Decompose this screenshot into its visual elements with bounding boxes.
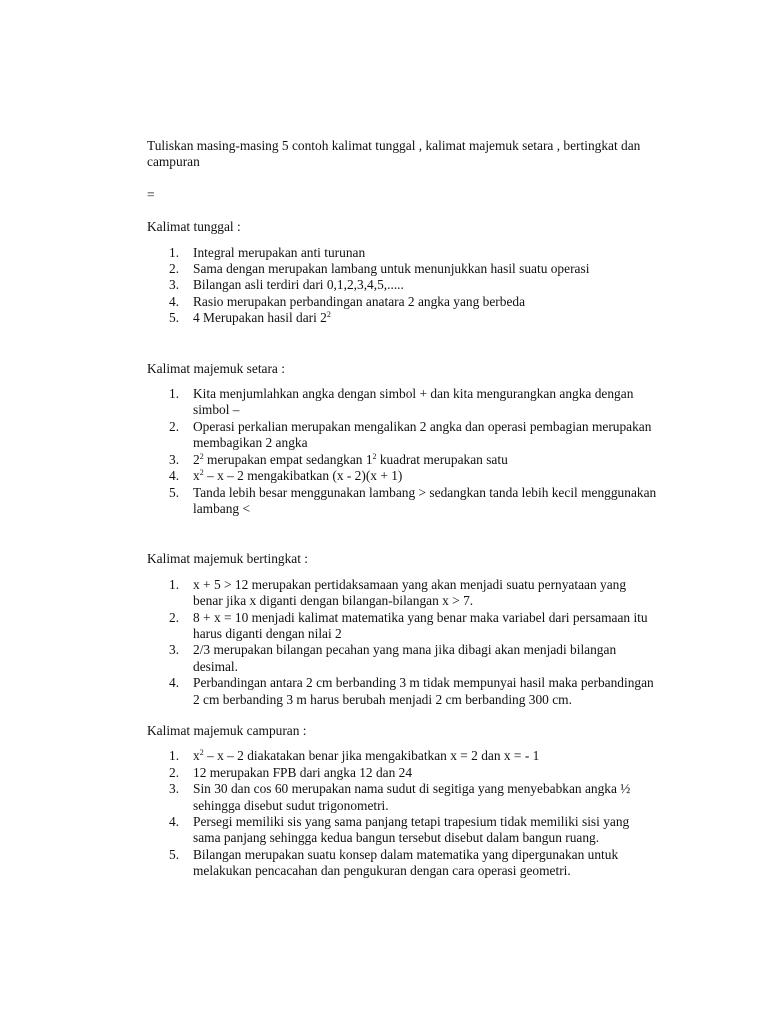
- item-number: 1.: [169, 386, 180, 402]
- list-item: [147, 485, 657, 518]
- item-text: Perbandingan antara 2 cm berbanding 3 m tidak mempunyai hasil maka perbandingan 2 cm berbanding 3 m harus berubah menjadi 2 cm berbanding 300 cm.: [193, 675, 654, 707]
- item-number: 3.: [169, 781, 180, 797]
- item-number: 2.: [169, 764, 180, 780]
- list-item: [147, 277, 657, 293]
- item-text: Tanda lebih besar menggunakan lambang > sedangkan tanda lebih kecil menggunakan lambang <: [193, 484, 657, 516]
- item-text: 2/3 merupakan bilangan pecahan yang mana jika dibagi akan menjadi bilangan desimal.: [193, 642, 617, 674]
- item-text: x: [193, 468, 200, 484]
- list-campuran: [147, 748, 657, 879]
- item-number: 5.: [169, 846, 180, 862]
- list-item: [147, 386, 657, 419]
- item-text: Rasio merupakan perbandingan anatara 2 angka yang berbeda: [193, 293, 526, 309]
- item-number: 2.: [169, 609, 180, 625]
- list-item: [147, 765, 657, 781]
- item-number: 3.: [169, 277, 180, 293]
- list-item: [147, 577, 657, 610]
- list-item: [147, 419, 657, 452]
- item-number: 2.: [169, 418, 180, 434]
- list-item: [147, 847, 657, 880]
- item-text: 12 merupakan FPB dari angka 12 dan 24: [193, 764, 413, 780]
- item-number: 2.: [169, 261, 180, 277]
- item-text: x: [193, 748, 200, 764]
- item-number: 5.: [169, 484, 180, 500]
- item-text-middle: merupakan empat sedangkan 1: [203, 451, 373, 467]
- list-item: [147, 675, 657, 708]
- list-item: [147, 781, 657, 814]
- item-text-tail: kuadrat merupakan satu: [376, 451, 508, 467]
- item-text: x + 5 > 12 merupakan pertidaksamaan yang akan menjadi suatu pernyataan yang benar jika x diganti dengan bilangan-bilangan x > 7.: [193, 576, 627, 609]
- section-heading-campuran: Kalimat majemuk campuran :: [147, 722, 307, 738]
- item-number: 4.: [169, 675, 180, 691]
- superscript: 2: [199, 468, 204, 478]
- item-text: Persegi memiliki sis yang sama panjang tetapi trapesium tidak memiliki sisi yang sama panjang sehingga kedua bangun tersebut disebut dalam bangun ruang.: [193, 814, 630, 846]
- superscript: 2: [326, 310, 331, 320]
- item-text: Bilangan asli terdiri dari 0,1,2,3,4,5,.....: [193, 277, 404, 293]
- item-number: 3.: [169, 451, 180, 467]
- item-text: Sin 30 dan cos 60 merupakan nama sudut di segitiga yang menyebabkan angka ½ sehingga disebut sudut trigonometri.: [193, 781, 631, 813]
- item-text: Integral merupakan anti turunan: [193, 244, 366, 260]
- section-heading-bertingkat: Kalimat majemuk bertingkat :: [147, 551, 309, 567]
- item-text: 4 Merupakan hasil dari 2: [193, 310, 327, 326]
- list-item: [147, 468, 657, 484]
- list-item: [147, 814, 657, 847]
- list-item: [147, 452, 657, 468]
- item-text: Sama dengan merupakan lambang untuk menunjukkan hasil suatu operasi: [193, 261, 590, 277]
- list-bertingkat: [147, 577, 657, 708]
- list-tunggal: [147, 245, 657, 327]
- item-number: 1.: [169, 576, 180, 592]
- item-text: Bilangan merupakan suatu konsep dalam matematika yang dipergunakan untuk melakukan pencacahan dan pengukuran dengan cara operasi geometri.: [193, 846, 619, 879]
- list-item: [147, 642, 657, 675]
- list-item: [147, 610, 657, 643]
- item-number: 5.: [169, 310, 180, 326]
- equals-line: =: [147, 186, 155, 202]
- superscript: 2: [372, 451, 377, 461]
- item-text: 2: [193, 451, 200, 467]
- section-heading-setara: Kalimat majemuk setara :: [147, 360, 285, 376]
- list-item: [147, 245, 657, 261]
- item-text-tail: – x – 2 mengakibatkan (x - 2)(x + 1): [203, 468, 403, 484]
- list-setara: [147, 386, 657, 517]
- list-item: [147, 294, 657, 310]
- document-page: [147, 138, 657, 880]
- list-item: [147, 748, 657, 764]
- section-heading-tunggal: Kalimat tunggal :: [147, 219, 241, 235]
- item-number: 1.: [169, 748, 180, 764]
- superscript: 2: [199, 451, 204, 461]
- item-text-tail: – x – 2 diakatakan benar jika mengakibatkan x = 2 dan x = - 1: [203, 748, 540, 764]
- intro-paragraph: Tuliskan masing-masing 5 contoh kalimat tunggal , kalimat majemuk setara , bertingkat dan campuran: [147, 138, 641, 170]
- item-number: 1.: [169, 244, 180, 260]
- list-item: [147, 261, 657, 277]
- list-item: [147, 310, 657, 326]
- item-number: 3.: [169, 642, 180, 658]
- item-number: 4.: [169, 814, 180, 829]
- item-text: 8 + x = 10 menjadi kalimat matematika yang benar maka variabel dari persamaan itu harus diganti dengan nilai 2: [193, 609, 648, 641]
- item-text: Operasi perkalian merupakan mengalikan 2 angka dan operasi pembagian merupakan membagikan 2 angka: [193, 418, 652, 451]
- item-number: 4.: [169, 293, 180, 309]
- item-number: 4.: [169, 468, 180, 484]
- superscript: 2: [199, 748, 204, 758]
- item-text: Kita menjumlahkan angka dengan simbol + dan kita mengurangkan angka dengan simbol –: [193, 386, 634, 418]
